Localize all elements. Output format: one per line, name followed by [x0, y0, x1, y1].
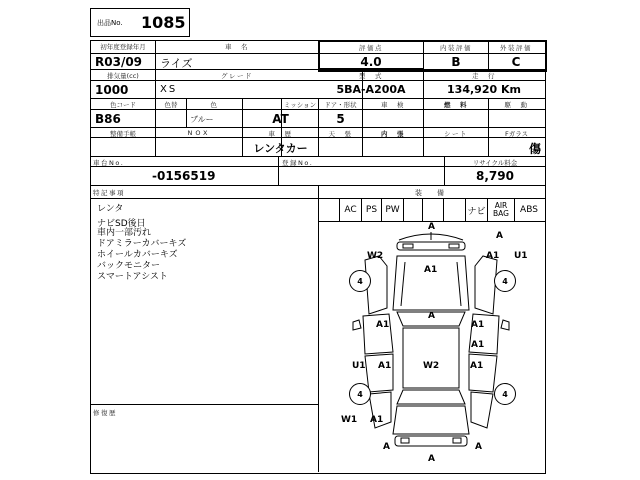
recycle-label: リサイクル料金	[472, 159, 518, 167]
equipment-airbag: AIR BAG	[488, 199, 515, 221]
model-label: 型 式	[359, 72, 383, 80]
damage-mark: A1	[471, 340, 485, 350]
damage-mark: A1	[486, 251, 500, 261]
interior-label: 内装評価	[440, 44, 472, 52]
year-label: 初年度登録年月	[100, 43, 146, 51]
score-label: 評価点	[359, 44, 383, 52]
damage-mark: A	[428, 222, 435, 232]
inspection-label: 車 検	[381, 101, 405, 109]
grade-value: XS	[160, 84, 178, 95]
damage-mark: A	[496, 231, 503, 241]
equipment-navi: ナビ	[466, 199, 488, 221]
damage-mark: A1	[424, 265, 438, 275]
color-label: 色	[210, 101, 219, 109]
damage-mark: A	[428, 454, 435, 464]
equipment-abs: ABS	[520, 205, 538, 215]
history-label: 車 歴	[268, 130, 293, 138]
damage-mark: A1	[370, 415, 384, 425]
note-line: ホイールカバーキズ	[97, 250, 178, 260]
door-label: ドア・形状	[324, 101, 357, 109]
mileage-label: 走 行	[472, 72, 496, 80]
score-value: 4.0	[360, 55, 382, 69]
damage-mark: W1	[341, 415, 358, 425]
seat-label: シート	[444, 130, 468, 138]
lot-label: 出品No.	[97, 19, 123, 27]
displacement-label: 排気量(cc)	[107, 72, 139, 80]
note-line: ドアミラーカバーキズ	[97, 239, 187, 249]
displacement-value: 1000	[95, 83, 129, 97]
door-value: 5	[336, 112, 345, 126]
year-value: R03/09	[95, 55, 143, 69]
equipment-pw: PW	[382, 199, 404, 221]
repair-label: 修復歴	[93, 409, 117, 417]
damage-mark: A1	[376, 320, 390, 330]
registration-label: 登録No.	[282, 159, 314, 167]
note-line: ナビSD後日	[97, 219, 146, 229]
damage-mark: A	[475, 442, 482, 452]
equipment-ps: PS	[362, 199, 382, 221]
color-value: ブルー	[190, 115, 214, 124]
equipment-ac: AC	[340, 199, 362, 221]
tire-front-right: 4	[494, 270, 516, 292]
equipment-cell-blank	[444, 199, 466, 221]
colorcode-value: B86	[95, 112, 121, 126]
drive-label: 駆 動	[504, 101, 529, 109]
note-line: レンタ	[97, 204, 124, 214]
fuel-label: 燃 料	[444, 101, 468, 109]
tire-rear-right: 4	[494, 383, 516, 405]
exterior-label: 外装評価	[500, 44, 532, 52]
lot-box	[90, 8, 190, 37]
chassis-label: 車台No.	[93, 159, 125, 167]
recycle-value: 8,790	[476, 169, 514, 183]
name-value: ライズ	[160, 57, 193, 70]
chassis-value: -0156519	[152, 169, 216, 183]
damage-mark: A1	[471, 320, 485, 330]
equipment-label: 装 備	[415, 189, 448, 197]
equipment-cell-blank	[319, 199, 340, 221]
name-label: 車 名	[225, 43, 249, 51]
nox-label: NOX	[187, 129, 211, 137]
grade-label: グレード	[221, 72, 253, 80]
damage-mark: U1	[352, 361, 366, 371]
tire-front-left: 4	[349, 270, 371, 292]
note-line: 車内一部汚れ	[97, 228, 152, 238]
lot-number: 1085	[141, 13, 186, 32]
interior-trim-label: 内 張	[381, 130, 405, 138]
equipment-cell-blank	[423, 199, 444, 221]
damage-mark: A1	[378, 361, 392, 371]
colorcode-label: 色コード	[110, 101, 136, 109]
manual-label: 整備手帳	[110, 130, 136, 138]
history-value: レンタカー	[253, 142, 308, 155]
tire-rear-left: 4	[349, 383, 371, 405]
damage-mark: U1	[514, 251, 528, 261]
damage-mark: A1	[470, 361, 484, 371]
mission-value: AT	[272, 112, 289, 126]
damage-mark: A	[383, 442, 390, 452]
note-line: スマートアシスト	[97, 272, 168, 282]
notes-list	[97, 204, 315, 283]
mileage-value: 134,920 Km	[447, 83, 521, 96]
glass-label: Fガラス	[504, 130, 529, 138]
note-line: バックモニター	[97, 261, 161, 271]
car-diagram	[319, 222, 543, 470]
sunroof-label: 天 張	[328, 130, 353, 138]
mission-label: ミッション	[283, 101, 317, 109]
equipment-cell-blank	[404, 199, 423, 221]
damage-mark: W2	[423, 361, 440, 371]
exterior-value: C	[511, 55, 521, 69]
notes-label: 特記事項	[93, 189, 125, 197]
damage-mark: A	[428, 311, 435, 321]
glass-value: 傷	[528, 142, 541, 156]
interior-value: B	[451, 55, 461, 69]
damage-mark: W2	[367, 251, 384, 261]
model-value: 5BA-A200A	[336, 83, 406, 96]
colorchange-label: 色替	[164, 101, 178, 109]
